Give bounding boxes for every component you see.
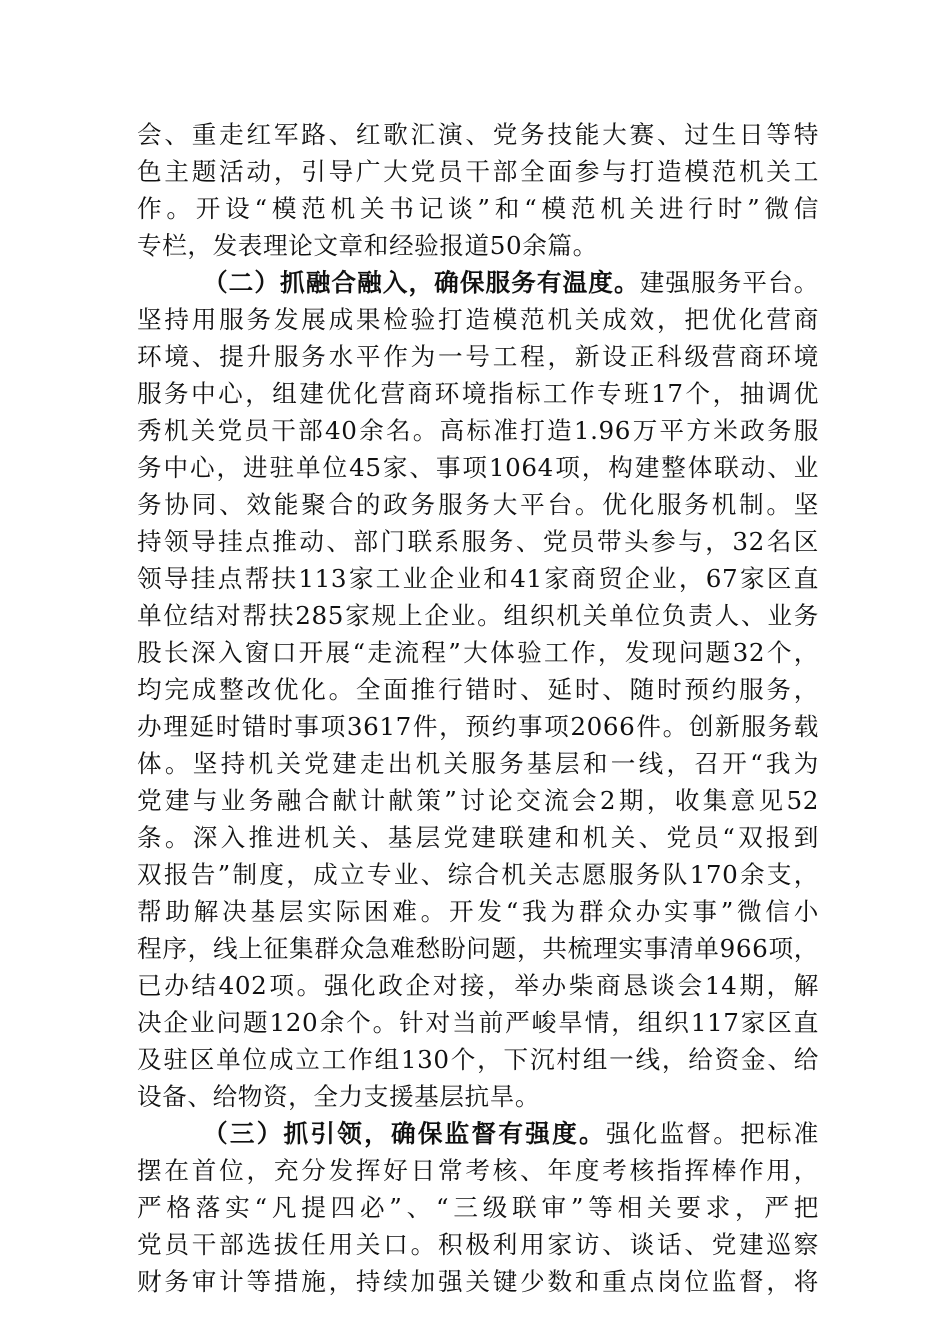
text-line: 双报告”制度，成立专业、综合机关志愿服务队170余支， xyxy=(137,860,819,889)
text-line: 严格落实“凡提四必”、“三级联审”等相关要求，严把 xyxy=(137,1193,819,1222)
text-line: 程序，线上征集群众急难愁盼问题，共梳理实事清单966项， xyxy=(137,934,819,963)
text-line: 专栏，发表理论文章和经验报道50余篇。 xyxy=(137,231,598,260)
text-line: 帮助解决基层实际困难。开发“我为群众办实事”微信小 xyxy=(137,897,819,926)
text-line: 已办结402项。强化政企对接，举办柴商恳谈会14期，解 xyxy=(137,971,819,1000)
text-line: 秀机关党员干部40余名。高标准打造1.96万平方米政务服 xyxy=(137,416,819,445)
text-line: 坚持用服务发展成果检验打造模范机关成效，把优化营商 xyxy=(137,305,819,334)
text-line: 财务审计等措施，持续加强关键少数和重点岗位监督，将 xyxy=(137,1267,819,1296)
text-line: 党建与业务融合献计献策”讨论交流会2期，收集意见52 xyxy=(137,786,819,815)
text-line: 及驻区单位成立工作组130个，下沉村组一线，给资金、给 xyxy=(137,1045,819,1074)
text-line: 服务中心，组建优化营商环境指标工作专班17个，抽调优 xyxy=(137,379,819,408)
text-line: 作。开设“模范机关书记谈”和“模范机关进行时”微信 xyxy=(137,194,819,223)
section-heading-rest: 建强服务平台。 xyxy=(639,268,820,297)
text-line xyxy=(137,1115,819,1152)
section-heading: （二）抓融合融入，确保服务有温度。 xyxy=(203,268,640,297)
text-line: 股长深入窗口开展“走流程”大体验工作，发现问题32个， xyxy=(137,638,819,667)
text-line: 领导挂点帮扶113家工业企业和41家商贸企业，67家区直 xyxy=(137,564,819,593)
text-line: 单位结对帮扶285家规上企业。组织机关单位负责人、业务 xyxy=(137,601,819,630)
text-line: 条。深入推进机关、基层党建联建和机关、党员“双报到 xyxy=(137,823,819,852)
section-heading-rest: 强化监督。把标准 xyxy=(605,1119,819,1148)
document-body xyxy=(137,116,819,1300)
paragraph-1 xyxy=(137,116,819,264)
text-line: 持领导挂点推动、部门联系服务、党员带头参与，32名区 xyxy=(137,527,819,556)
section-heading: （三）抓引领，确保监督有强度。 xyxy=(203,1119,606,1148)
text-line: 决企业问题120余个。针对当前严峻旱情，组织117家区直 xyxy=(137,1008,819,1037)
text-line: 务中心，进驻单位45家、事项1064项，构建整体联动、业 xyxy=(137,453,819,482)
text-line: 环境、提升服务水平作为一号工程，新设正科级营商环境 xyxy=(137,342,819,371)
text-line: 务协同、效能聚合的政务服务大平台。优化服务机制。坚 xyxy=(137,490,819,519)
text-line xyxy=(137,264,819,301)
paragraph-3 xyxy=(137,1115,819,1300)
text-line: 均完成整改优化。全面推行错时、延时、随时预约服务， xyxy=(137,675,819,704)
text-line: 设备、给物资，全力支援基层抗旱。 xyxy=(137,1082,541,1111)
text-line: 体。坚持机关党建走出机关服务基层和一线，召开“我为 xyxy=(137,749,819,778)
text-line: 摆在首位，充分发挥好日常考核、年度考核指挥棒作用， xyxy=(137,1156,819,1185)
text-line: 色主题活动，引导广大党员干部全面参与打造模范机关工 xyxy=(137,157,819,186)
text-line: 党员干部选拔任用关口。积极利用家访、谈话、党建巡察 xyxy=(137,1230,819,1259)
paragraph-2 xyxy=(137,264,819,1115)
text-line: 会、重走红军路、红歌汇演、党务技能大赛、过生日等特 xyxy=(137,120,819,149)
text-line: 办理延时错时事项3617件，预约事项2066件。创新服务载 xyxy=(137,712,819,741)
